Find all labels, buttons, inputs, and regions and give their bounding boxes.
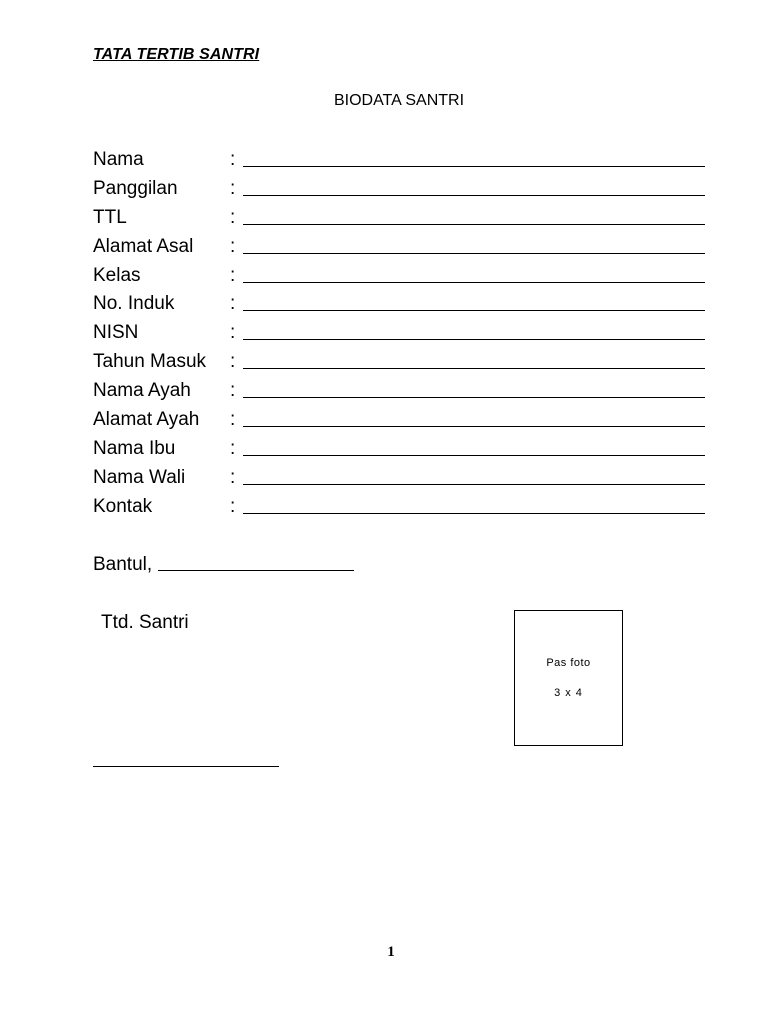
field-blank-line bbox=[243, 224, 705, 225]
field-blank-line bbox=[243, 282, 705, 283]
photo-caption: Pas foto bbox=[546, 657, 591, 669]
field-colon: : bbox=[230, 206, 236, 228]
field-row-alamat-ayah bbox=[93, 406, 713, 435]
field-colon: : bbox=[230, 235, 236, 257]
field-colon: : bbox=[230, 293, 236, 315]
field-blank-line bbox=[243, 397, 705, 398]
field-row-kelas bbox=[93, 262, 713, 291]
field-colon: : bbox=[230, 409, 236, 431]
field-label: Kelas bbox=[93, 264, 141, 286]
field-blank-line bbox=[243, 455, 705, 456]
field-label: Alamat Ayah bbox=[93, 409, 200, 431]
field-row-ttl bbox=[93, 204, 713, 233]
field-label: Kontak bbox=[93, 495, 153, 517]
form-title: BIODATA SANTRI bbox=[333, 92, 465, 109]
signature-label: Ttd. Santri bbox=[101, 612, 189, 633]
field-label: Nama Wali bbox=[93, 466, 186, 488]
place-label: Bantul, bbox=[93, 554, 153, 575]
field-row-kontak bbox=[93, 493, 713, 522]
signature-blank-line bbox=[93, 766, 279, 767]
field-label: Nama Ibu bbox=[93, 437, 176, 459]
field-label: Nama bbox=[93, 149, 144, 170]
field-row-tahun-masuk bbox=[93, 348, 713, 377]
field-label: Tahun Masuk bbox=[93, 351, 207, 373]
field-colon: : bbox=[230, 437, 236, 459]
field-row-nama-wali bbox=[93, 464, 713, 493]
field-blank-line bbox=[243, 253, 705, 254]
field-row-nama bbox=[93, 146, 713, 175]
photo-size: 3 x 4 bbox=[554, 687, 583, 699]
field-colon: : bbox=[230, 351, 236, 373]
field-colon: : bbox=[230, 495, 236, 517]
field-row-nisn bbox=[93, 319, 713, 348]
field-label: Alamat Asal bbox=[93, 235, 194, 257]
field-row-alamat-asal bbox=[93, 233, 713, 262]
field-row-no-induk bbox=[93, 290, 713, 319]
field-row-nama-ayah bbox=[93, 377, 713, 406]
field-label: Nama Ayah bbox=[93, 380, 191, 402]
field-blank-line bbox=[243, 195, 705, 196]
page-number: 1 bbox=[387, 944, 395, 960]
field-blank-line bbox=[243, 310, 705, 311]
field-row-panggilan bbox=[93, 175, 713, 204]
place-date-row bbox=[93, 552, 354, 578]
field-colon: : bbox=[230, 322, 236, 344]
field-blank-line bbox=[243, 484, 705, 485]
field-colon: : bbox=[230, 264, 236, 286]
field-row-nama-ibu bbox=[93, 435, 713, 464]
field-blank-line bbox=[243, 166, 705, 167]
field-label: No. Induk bbox=[93, 293, 175, 315]
field-label: TTL bbox=[93, 206, 127, 228]
field-blank-line bbox=[243, 426, 705, 427]
field-blank-line bbox=[243, 513, 705, 514]
field-label: Panggilan bbox=[93, 177, 178, 199]
field-label: NISN bbox=[93, 322, 139, 344]
field-blank-line bbox=[243, 339, 705, 340]
field-colon: : bbox=[230, 380, 236, 402]
field-colon: : bbox=[230, 177, 236, 199]
document-header-title: TATA TERTIB SANTRI bbox=[93, 46, 260, 63]
biodata-fields bbox=[93, 146, 713, 522]
field-blank-line bbox=[243, 368, 705, 369]
field-colon: : bbox=[230, 466, 236, 488]
field-colon: : bbox=[230, 149, 236, 170]
date-blank-line bbox=[158, 552, 354, 571]
photo-placeholder-box bbox=[514, 610, 623, 746]
